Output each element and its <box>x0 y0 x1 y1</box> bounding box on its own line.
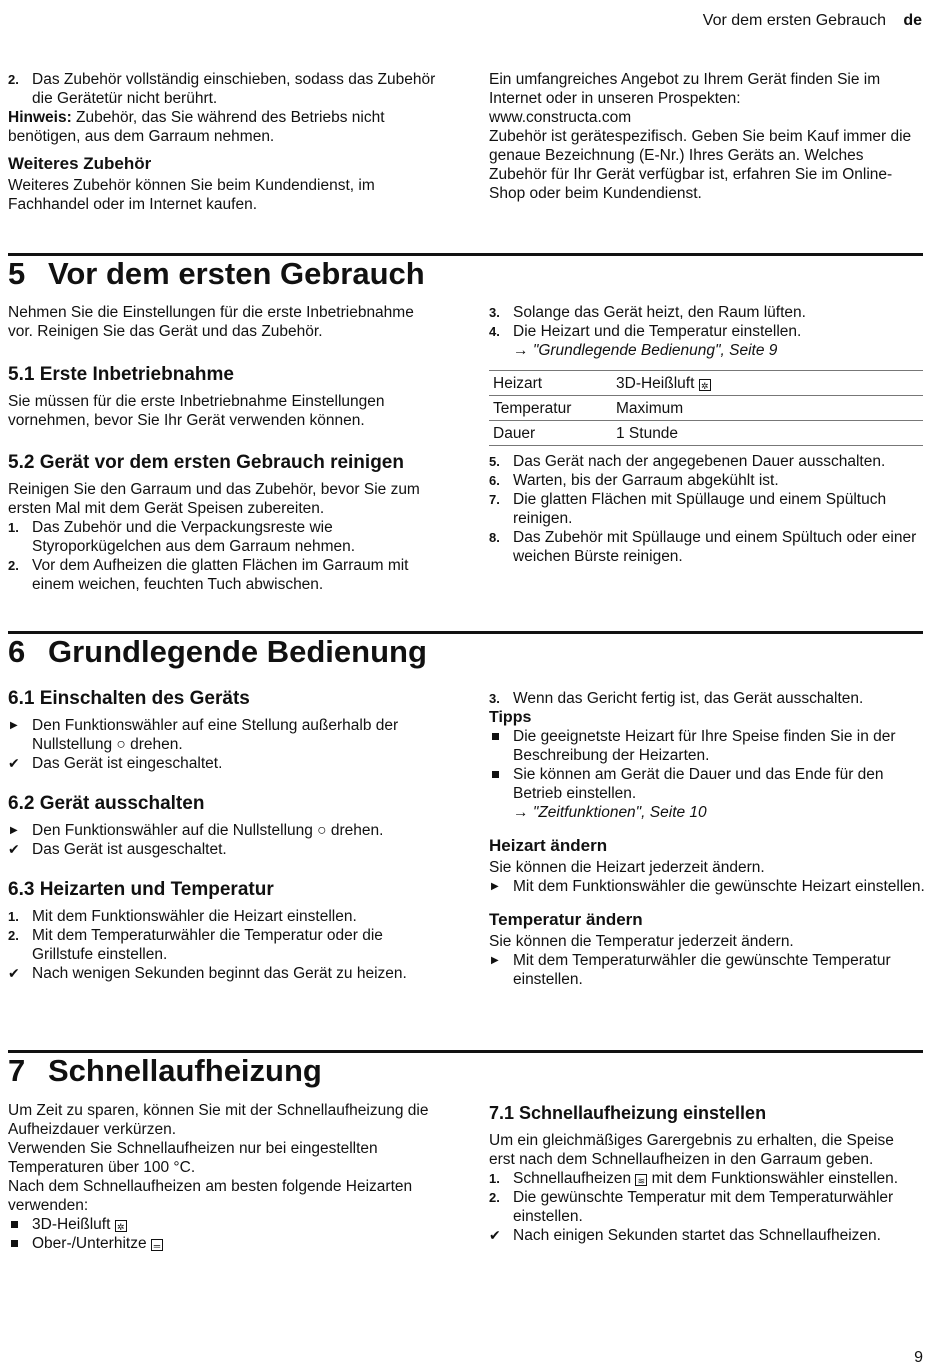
step-number: 2. <box>489 1190 500 1205</box>
paragraph: Sie können die Heizart jederzeit ändern. <box>489 859 765 876</box>
hint-text: Zubehör, das Sie während des Betriebs nicht benötigen, aus dem Garraum nehmen. <box>8 109 385 145</box>
cross-reference-text: "Zeitfunktionen", Seite 10 <box>532 804 707 821</box>
result-text: Nach einigen Sekunden startet das Schnellaufheizen. <box>513 1227 881 1244</box>
paragraph: Um Zeit zu sparen, können Sie mit der Schnellaufheizung die Aufheizdauer verkürzen. <box>8 1102 429 1138</box>
step-number: 2. <box>8 558 19 573</box>
language-code: de <box>903 12 922 29</box>
list-item <box>489 452 925 471</box>
paragraph: Reinigen Sie den Garraum und das Zubehör, bevor Sie zum ersten Mal mit dem Gerät Speisen zubereiten. <box>8 481 420 517</box>
step-text: Schnellaufheizen <box>513 1170 632 1187</box>
hint-paragraph <box>8 108 438 146</box>
section-heading: 6.2 Gerät ausschalten <box>8 793 205 814</box>
heating-mode-text: 3D-Heißluft <box>32 1216 111 1233</box>
list-item <box>489 1188 919 1226</box>
rapid-heat-icon: ≋ <box>635 1174 647 1186</box>
chapter-number: 5 <box>8 256 26 291</box>
step-number: 4. <box>489 324 500 339</box>
cross-reference[interactable] <box>489 341 925 360</box>
list-item <box>8 754 438 773</box>
ch6-right-column <box>489 689 925 989</box>
action-triangle-icon: ▶ <box>491 955 499 966</box>
section-heading: 5.1 Erste Inbetriebnahme <box>8 364 234 385</box>
paragraph: Nehmen Sie die Einstellungen für die erste Inbetriebnahme vor. Reinigen Sie das Gerät und das Zubehör. <box>8 304 414 340</box>
step-text: mit dem Funktionswähler einstellen. <box>647 1170 899 1187</box>
step-text: Warten, bis der Garraum abgekühlt ist. <box>513 472 779 489</box>
list-item <box>489 1226 919 1245</box>
bullet-square-icon <box>492 733 499 740</box>
hot-air-3d-icon: ✲ <box>115 1220 127 1232</box>
chapter-heading <box>8 1053 322 1089</box>
result-text: Das Gerät ist eingeschaltet. <box>32 755 223 772</box>
list-item <box>8 907 438 926</box>
settings-table <box>489 370 923 446</box>
ch5-right-column <box>489 303 925 566</box>
step-text: Mit dem Temperaturwähler die Temperatur oder die Grillstufe einstellen. <box>32 927 383 963</box>
step-number: 1. <box>8 520 19 535</box>
step-text: Wenn das Gericht fertig ist, das Gerät ausschalten. <box>513 690 864 707</box>
step-text: Das Zubehör mit Spüllauge und einem Spültuch oder einer weichen Bürste reinigen. <box>513 529 917 565</box>
ch5-left-column <box>8 303 438 594</box>
action-text: Den Funktionswähler auf eine Stellung außerhalb der Nullstellung ○ drehen. <box>32 717 399 753</box>
step-number: 2. <box>8 72 19 87</box>
tip-text: Sie können am Gerät die Dauer und das Ende für den Betrieb einstellen. <box>513 766 884 802</box>
step-number: 2. <box>8 928 19 943</box>
check-icon: ✔ <box>8 841 20 857</box>
list-item <box>489 528 925 566</box>
chapter-title: Grundlegende Bedienung <box>48 634 427 669</box>
step-number: 5. <box>489 454 500 469</box>
ch7-left-column <box>8 1101 438 1253</box>
action-text: Mit dem Funktionswähler die gewünschte Heizart einstellen. <box>513 878 925 895</box>
paragraph: Nach dem Schnellaufheizen am besten folgende Heizarten verwenden: <box>8 1178 413 1214</box>
step-text: Das Zubehör und die Verpackungsreste wie Styroporkügelchen aus dem Garraum nehmen. <box>32 519 356 555</box>
chapter-number: 6 <box>8 634 26 669</box>
running-header-title: Vor dem ersten Gebrauch <box>702 12 886 29</box>
tips-heading: Tipps <box>489 709 532 726</box>
table-cell-value: 1 Stunde <box>612 421 923 446</box>
heating-mode-text: Ober-/Unterhitze <box>32 1235 147 1252</box>
action-triangle-icon: ▶ <box>10 720 18 731</box>
step-number: 7. <box>489 492 500 507</box>
check-icon: ✔ <box>489 1227 501 1243</box>
list-item <box>489 322 925 341</box>
step-text: Die glatten Flächen mit Spüllauge und einem Spültuch reinigen. <box>513 491 887 527</box>
table-cell-key: Temperatur <box>489 396 612 421</box>
list-item <box>489 951 925 989</box>
table-row <box>489 421 923 446</box>
step-number: 3. <box>489 305 500 320</box>
table-cell-value: Maximum <box>612 396 923 421</box>
list-item <box>489 490 925 528</box>
cross-reference[interactable] <box>489 803 925 822</box>
subsection-heading: Weiteres Zubehör <box>8 154 152 173</box>
step-text: Das Zubehör vollständig einschieben, sodass das Zubehör die Gerätetür nicht berührt. <box>32 71 436 107</box>
action-text: Mit dem Temperaturwähler die gewünschte Temperatur einstellen. <box>513 952 891 988</box>
ch6-left-column <box>8 688 438 983</box>
step-text: Vor dem Aufheizen die glatten Flächen im Garraum mit einem weichen, feuchten Tuch abwischen. <box>32 557 409 593</box>
paragraph: Sie müssen für die erste Inbetriebnahme Einstellungen vornehmen, bevor Sie Ihr Gerät verwenden können. <box>8 393 385 429</box>
paragraph: Ein umfangreiches Angebot zu Ihrem Gerät finden Sie im Internet oder in unseren Prospekten: <box>489 71 881 107</box>
section-heading: 6.3 Heizarten und Temperatur <box>8 879 274 900</box>
result-text: Das Gerät ist ausgeschaltet. <box>32 841 227 858</box>
paragraph: Weiteres Zubehör können Sie beim Kundendienst, im Fachhandel oder im Internet kaufen. <box>8 177 375 213</box>
step-text: Die Heizart und die Temperatur einstellen. <box>513 323 802 340</box>
step-number: 8. <box>489 530 500 545</box>
step-text: Mit dem Funktionswähler die Heizart einstellen. <box>32 908 357 925</box>
list-item <box>8 716 438 754</box>
result-text: Nach wenigen Sekunden beginnt das Gerät zu heizen. <box>32 965 407 982</box>
hint-label: Hinweis: <box>8 109 72 126</box>
check-icon: ✔ <box>8 965 20 981</box>
subsection-heading: Heizart ändern <box>489 836 608 855</box>
section-heading: 7.1 Schnellaufheizung einstellen <box>489 1103 767 1123</box>
section-heading: 5.2 Gerät vor dem ersten Gebrauch reinigen <box>8 452 404 473</box>
chapter-title: Vor dem ersten Gebrauch <box>48 256 425 291</box>
list-item <box>8 518 438 556</box>
step-text: Das Gerät nach der angegebenen Dauer ausschalten. <box>513 453 886 470</box>
website-url: www.constructa.com <box>489 109 632 126</box>
list-item <box>489 1169 919 1188</box>
table-row <box>489 396 923 421</box>
table-cell-key: Dauer <box>489 421 612 446</box>
table-row <box>489 371 923 396</box>
list-item <box>8 926 438 964</box>
list-item <box>8 556 438 594</box>
paragraph: Sie können die Temperatur jederzeit ändern. <box>489 933 794 950</box>
chapter-heading <box>8 256 425 292</box>
check-icon: ✔ <box>8 755 20 771</box>
list-item <box>8 70 438 108</box>
step-text: Solange das Gerät heizt, den Raum lüften. <box>513 304 806 321</box>
bullet-square-icon <box>11 1221 18 1228</box>
action-text: Den Funktionswähler auf die Nullstellung ○ drehen. <box>32 822 384 839</box>
step-number: 6. <box>489 473 500 488</box>
chapter-number: 7 <box>8 1053 26 1088</box>
list-item <box>8 821 438 840</box>
arrow-right-icon: → <box>513 804 533 821</box>
list-item <box>8 840 438 859</box>
top-left-column <box>8 70 438 214</box>
section-heading: 6.1 Einschalten des Geräts <box>8 688 250 709</box>
action-triangle-icon: ▶ <box>10 825 18 836</box>
list-item <box>489 303 925 322</box>
top-bottom-heat-icon: ═ <box>151 1239 163 1251</box>
top-right-column <box>489 70 919 203</box>
list-item <box>489 727 925 765</box>
action-triangle-icon: ▶ <box>491 881 499 892</box>
chapter-title: Schnellaufheizung <box>48 1053 322 1088</box>
paragraph: Verwenden Sie Schnellaufheizen nur bei eingestellten Temperaturen über 100 °C. <box>8 1140 378 1176</box>
tip-text: Die geeignetste Heizart für Ihre Speise finden Sie in der Beschreibung der Heizarten. <box>513 728 896 764</box>
table-cell-key: Heizart <box>489 371 612 396</box>
page-number: 9 <box>914 1349 923 1366</box>
list-item <box>489 877 925 896</box>
list-item <box>489 471 925 490</box>
list-item <box>489 689 925 708</box>
step-number: 3. <box>489 691 500 706</box>
bullet-square-icon <box>492 771 499 778</box>
cross-reference-text: "Grundlegende Bedienung", Seite 9 <box>532 342 778 359</box>
table-cell-value: 3D-Heißluft ✲ <box>612 371 923 396</box>
hot-air-3d-icon: ✲ <box>699 379 711 391</box>
chapter-heading <box>8 634 427 670</box>
step-text: Die gewünschte Temperatur mit dem Temperaturwähler einstellen. <box>513 1189 894 1225</box>
ch7-right-column <box>489 1102 919 1245</box>
list-item <box>8 1215 438 1234</box>
step-number: 1. <box>8 909 19 924</box>
list-item <box>8 964 438 983</box>
bullet-square-icon <box>11 1240 18 1247</box>
paragraph: Zubehör ist gerätespezifisch. Geben Sie beim Kauf immer die genaue Bezeichnung (E-Nr.) Ihres Geräts an. Welches Zubehör für Ihr Gerät verfügbar ist, erfahren Sie im Online-Shop oder beim Kundendienst. <box>489 128 912 202</box>
step-number: 1. <box>489 1171 500 1186</box>
paragraph: Um ein gleichmäßiges Garergebnis zu erhalten, die Speise erst nach dem Schnellaufheizen in den Garraum geben. <box>489 1132 894 1168</box>
arrow-right-icon: → <box>513 342 533 359</box>
subsection-heading: Temperatur ändern <box>489 910 643 929</box>
list-item <box>489 765 925 803</box>
list-item <box>8 1234 438 1253</box>
